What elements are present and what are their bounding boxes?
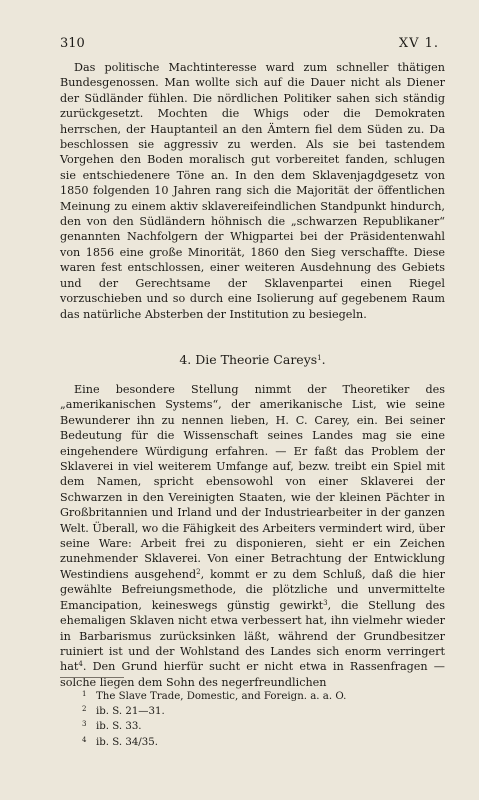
chapter-marker: XV 1. — [398, 36, 439, 51]
footnotes — [82, 688, 346, 749]
footnote-2-text: ib. S. 21—31. — [96, 706, 165, 718]
footnote-ref-3[interactable]: 3 — [323, 598, 328, 607]
page-number: 310 — [60, 36, 85, 51]
paragraph-2-part-1: Eine besondere Stellung nimmt der Theoretiker des „amerikanischen Systems“, der amerikanische List, wie seine Bewunderer ihn zu nennen lieben, H. C. Carey, ein. Bei seiner Bedeutung für die Wissenschaft seines Landes mag sie eine eingehendere Würdigung erfahren. — Er faßt das Problem der Sklaverei in viel weiterem Umfange auf, bezw. treibt ein Spiel mit dem Namen, spricht ebensowohl von einer Sklaverei der Schwarzen in den Vereinigten Staaten, wie der kleinen Pächter in Großbritannien und Irland und der Industriearbeiter in der ganzen Welt. Überall, wo die Fähigkeit des Arbeiters vermindert wird, über seine Ware: Arbeit frei zu disponieren, sieht er ein Zeichen zunehmender Sklaverei. Von einer Betrachtung der Entwicklung Westindiens ausgehend — [60, 383, 445, 581]
footnote-3-number: 3 — [82, 720, 87, 729]
footnote-2 — [82, 703, 346, 718]
footnote-ref-4[interactable]: 4 — [78, 660, 83, 669]
footnote-2-number: 2 — [82, 705, 87, 714]
footnote-4 — [82, 734, 346, 749]
paragraph-2-part-4: . Den Grund hierfür sucht er nicht etwa in Rassenfragen — solche liegen dem Sohn des negerfreundlichen — [60, 660, 445, 689]
footnote-divider — [60, 677, 124, 678]
footnote-1-text: The Slave Trade, Domestic, and Foreign. a. a. O. — [96, 691, 347, 702]
footnote-1-number: 1 — [82, 690, 87, 698]
section-heading — [60, 352, 445, 368]
paragraph-1 — [60, 60, 445, 322]
footnote-4-number: 4 — [82, 735, 87, 744]
paragraph-2 — [60, 382, 445, 690]
footnote-ref-2[interactable]: 2 — [196, 567, 201, 576]
footnote-3-text: ib. S. 33. — [96, 721, 142, 733]
footnote-1 — [82, 688, 346, 703]
section-heading-text: 4. Die Theorie Careys — [179, 352, 318, 367]
paragraph-2-text — [60, 382, 445, 690]
paragraph-2-part-2: , kommt er zu dem Schluß, daß die hier gewählte Befreiungsmethode, die plötzliche und unvermittelte Emancipation, keineswegs günstig gewirkt — [60, 567, 445, 612]
footnote-3 — [82, 718, 346, 733]
footnote-ref-1[interactable]: 1 — [317, 354, 322, 362]
paragraph-2-part-3: , die Stellung des ehemaligen Sklaven nicht etwa verbessert hat, ihn vielmehr wieder in Barbarismus zurücksinken läßt, während der Grundbesitzer ruiniert ist und der Wohlstand des Landes sich enorm verringert hat — [60, 598, 445, 674]
paragraph-1-text: Das politische Machtinteresse ward zum schneller thätigen Bundesgenossen. Man wollte sich auf die Dauer nicht als Diener der Südländer fühlen. Die nördlichen Politiker sahen sich ständig zurückgesetzt. Mochten die Whigs oder die Demokraten herrschen, der Hauptanteil an den Ämtern fiel dem Süden zu. Da beschlossen sie aggressiv zu werden. Als sie bei tastendem Vorgehen den Boden moralisch gut vorbereitet fanden, schlugen sie entschiedenere Töne an. In den dem Sklavenjagdgesetz von 1850 folgenden 10 Jahren rang sich die Majorität der öffentlichen Meinung zu einem aktiv sklavereifeindlichen Standpunkt hindurch, den von den Südländern höhnisch die „schwarzen Republikaner“ genannten Nachfolgern der Whigpartei bei der Präsidentenwahl von 1856 eine große Minorität, 1860 den Sieg verschaffte. Diese waren fest entschlossen, einer weiteren Ausdehnung des Gebiets und der Gerechtsame der Sklavenpartei einen Riegel vorzuschieben und so durch eine Isolierung auf gegebenem Raum das natürliche Absterben der Institution zu besiegeln. — [60, 61, 445, 321]
heading-period: . — [321, 352, 326, 367]
footnote-4-text: ib. S. 34/35. — [96, 736, 158, 748]
